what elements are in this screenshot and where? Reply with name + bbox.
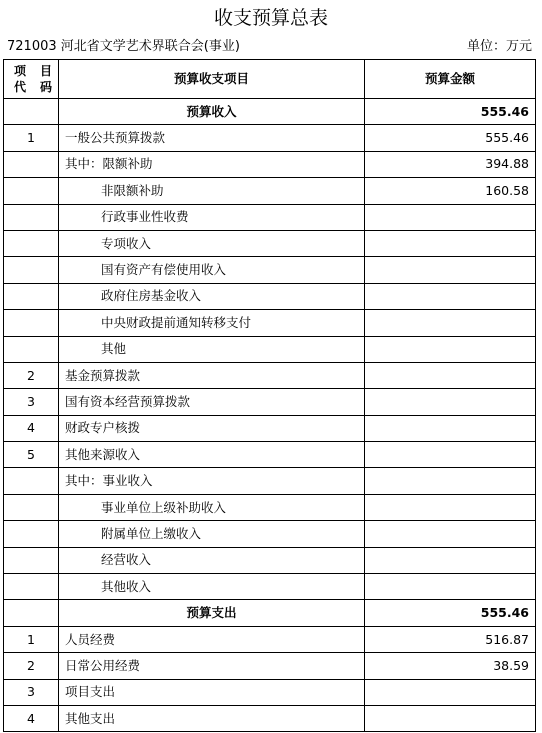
row-code: 3 [4, 389, 59, 415]
header-code [4, 60, 67, 99]
row-name: 项目支出 [59, 679, 365, 705]
page-title: 收支预算总表 [213, 7, 328, 29]
row-name: 国有资产有偿使用收入 [59, 257, 365, 283]
row-code: 5 [4, 442, 59, 468]
row-amount: 38.59 [365, 653, 536, 679]
table-row [4, 362, 536, 388]
row-code [4, 151, 59, 177]
row-code [4, 310, 59, 336]
row-amount [365, 283, 536, 309]
row-code [4, 574, 59, 600]
table-row [4, 257, 536, 283]
table-row [4, 600, 536, 626]
row-name: 其他收入 [59, 574, 365, 600]
row-code: 2 [4, 362, 59, 388]
row-name: 一般公共预算拨款 [59, 125, 365, 151]
table-row [4, 178, 536, 204]
row-code [4, 178, 59, 204]
table-row [4, 99, 536, 125]
row-amount [365, 230, 536, 256]
row-amount [365, 468, 536, 494]
table-row [4, 494, 536, 520]
table-row [4, 547, 536, 573]
row-code [4, 99, 59, 125]
row-name: 中央财政提前通知转移支付 [59, 310, 365, 336]
header-code-line1: 项目 [14, 64, 67, 78]
row-code [4, 230, 59, 256]
budget-table [3, 59, 536, 732]
row-code [4, 547, 59, 573]
header-code-line2: 代码 [14, 80, 67, 94]
row-amount [365, 257, 536, 283]
row-code [4, 521, 59, 547]
row-code [4, 336, 59, 362]
table-row [4, 574, 536, 600]
table-header-row [4, 60, 536, 99]
table-row [4, 468, 536, 494]
table-row [4, 389, 536, 415]
row-code: 1 [4, 125, 59, 151]
row-name: 其中：事业收入 [59, 468, 365, 494]
row-name: 预算支出 [59, 600, 365, 626]
row-name: 其他支出 [59, 705, 365, 731]
unit-name: 721003 河北省文学艺术界联合会(事业) [7, 39, 240, 54]
row-name: 国有资本经营预算拨款 [59, 389, 365, 415]
row-name: 预算收入 [59, 99, 365, 125]
row-amount [365, 521, 536, 547]
header-item: 预算收支项目 [59, 60, 365, 99]
row-amount [365, 362, 536, 388]
table-row [4, 626, 536, 652]
row-amount [365, 204, 536, 230]
row-amount: 160.58 [365, 178, 536, 204]
row-name: 专项收入 [59, 230, 365, 256]
row-name: 非限额补助 [59, 178, 365, 204]
row-code: 4 [4, 705, 59, 731]
table-row [4, 310, 536, 336]
row-code [4, 283, 59, 309]
row-code [4, 494, 59, 520]
row-name: 财政专户核拨 [59, 415, 365, 441]
table-row [4, 125, 536, 151]
row-code: 3 [4, 679, 59, 705]
row-amount: 555.46 [365, 125, 536, 151]
header-amount: 预算金额 [365, 60, 536, 99]
row-code [4, 600, 59, 626]
row-amount [365, 494, 536, 520]
row-amount [365, 336, 536, 362]
row-code: 1 [4, 626, 59, 652]
row-amount: 555.46 [365, 99, 536, 125]
row-amount: 394.88 [365, 151, 536, 177]
row-amount [365, 679, 536, 705]
table-row [4, 521, 536, 547]
row-amount: 516.87 [365, 626, 536, 652]
unit-label: 单位：万元 [466, 39, 532, 54]
row-name: 经营收入 [59, 547, 365, 573]
row-name: 政府住房基金收入 [59, 283, 365, 309]
table-row [4, 204, 536, 230]
table-row [4, 705, 536, 731]
row-name: 行政事业性收费 [59, 204, 365, 230]
row-name: 人员经费 [59, 626, 365, 652]
row-amount [365, 547, 536, 573]
table-row [4, 442, 536, 468]
table-row [4, 679, 536, 705]
row-code: 2 [4, 653, 59, 679]
row-amount [365, 574, 536, 600]
row-name: 其他来源收入 [59, 442, 365, 468]
table-row [4, 336, 536, 362]
row-amount [365, 705, 536, 731]
row-name: 基金预算拨款 [59, 362, 365, 388]
table-row [4, 151, 536, 177]
row-code [4, 204, 59, 230]
row-amount [365, 415, 536, 441]
table-row [4, 230, 536, 256]
table-row [4, 653, 536, 679]
row-name: 其中：限额补助 [59, 151, 365, 177]
row-name: 事业单位上级补助收入 [59, 494, 365, 520]
row-name: 日常公用经费 [59, 653, 365, 679]
table-row [4, 283, 536, 309]
row-code [4, 468, 59, 494]
row-name: 附属单位上缴收入 [59, 521, 365, 547]
row-name: 其他 [59, 336, 365, 362]
row-code: 4 [4, 415, 59, 441]
row-amount [365, 310, 536, 336]
row-code [4, 257, 59, 283]
row-amount [365, 389, 536, 415]
row-amount [365, 442, 536, 468]
row-amount: 555.46 [365, 600, 536, 626]
table-row [4, 415, 536, 441]
